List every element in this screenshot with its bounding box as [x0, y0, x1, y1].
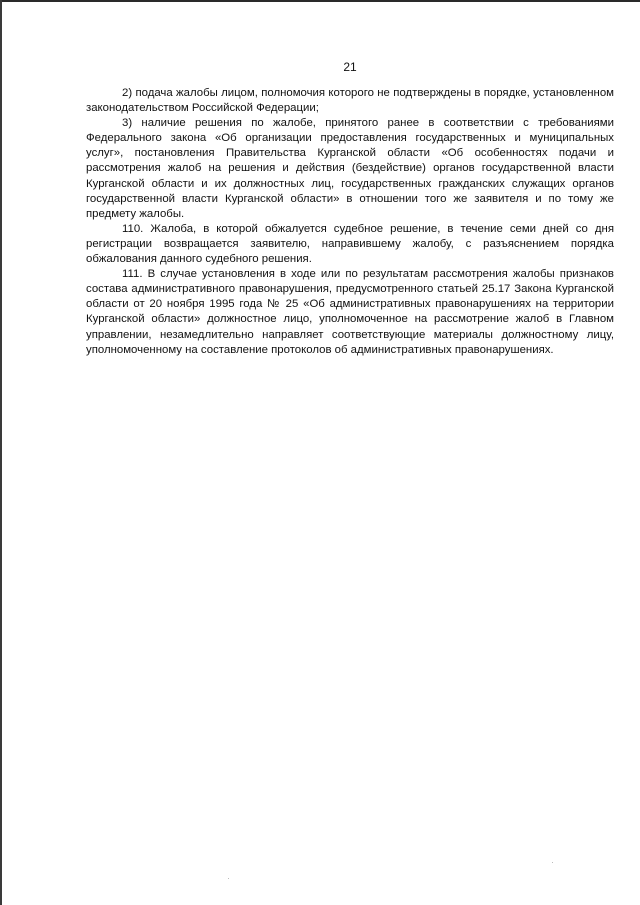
paragraph-item-2: 2) подача жалобы лицом, полномочия которого не подтверждены в порядке, установленном законодательством Российской Федерации;: [86, 87, 614, 115]
paragraph-110: 110. Жалоба, в которой обжалуется судебное решение, в течение семи дней со дня регистрации возвращается заявителю, направившему жалобу, с разъяснением порядка обжалования данного судебного решения.: [86, 222, 614, 266]
scan-edge-left: [0, 0, 2, 905]
page-number: 21: [343, 60, 357, 74]
paragraph-item-3: 3) наличие решения по жалобе, принятого ранее в соответствии с требованиями Федерального закона «Об организации предоставления государственных и муниципальных услуг», постановления Правительства Курганской области «Об особенностях подачи и рассмотрения жалоб на решения и действия (бездействие) органов государственной власти Курганской области и их должностных лиц, государственных гражданских служащих органов государственной власти Курганской области» в отношении того же заявителя и по тому же предмету жалобы.: [86, 117, 614, 220]
scan-speck: [552, 862, 553, 863]
scan-speck: [228, 878, 229, 879]
paragraph-111: 111. В случае установления в ходе или по результатам рассмотрения жалобы признаков состава административного правонарушения, предусмотренного статьей 25.17 Закона Курганской области от 20 ноября 1995 года № 25 «Об административных правонарушениях на территории Курганской области» должностное лицо, уполномоченное на рассмотрение жалоб в Главном управлении, незамедлительно направляет соответствующие материалы должностному лицу, уполномоченному на составление протоколов об административных правонарушениях.: [86, 268, 614, 356]
document-body: [86, 86, 614, 358]
scan-edge-top: [0, 0, 640, 2]
